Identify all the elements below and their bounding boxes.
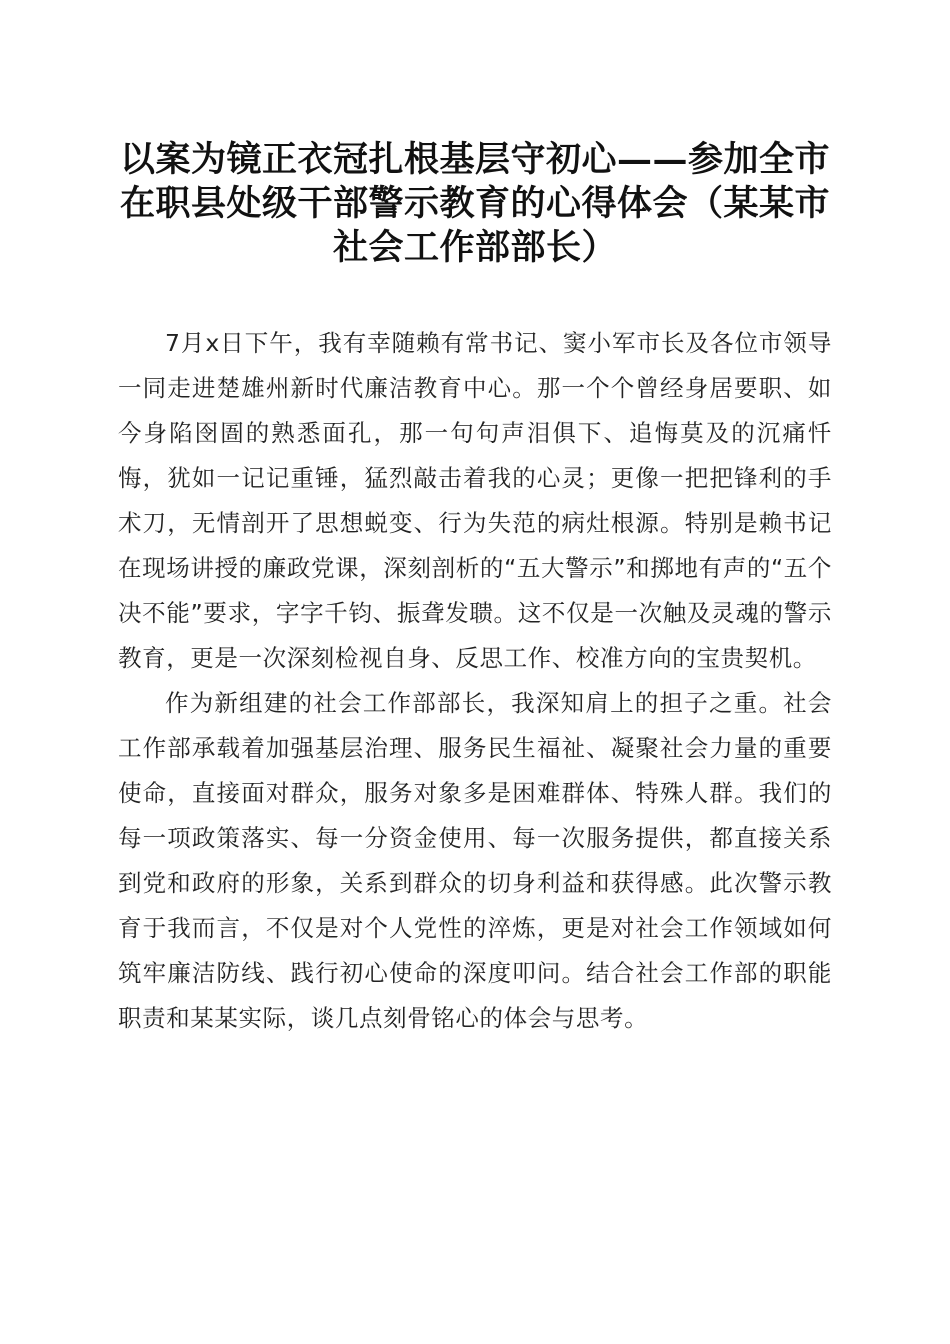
paragraph-2: 作为新组建的社会工作部部长，我深知肩上的担子之重。社会工作部承载着加强基层治理、服务民生福祉、凝聚社会力量的重要使命，直接面对群众，服务对象多是困难群体、特殊人群。我们的每一项政策落实、每一分资金使用、每一次服务提供，都直接关系到党和政府的形象，关系到群众的切身利益和获得感。此次警示教育于我而言，不仅是对个人党性的淬炼，更是对社会工作领域如何筑牢廉洁防线、践行初心使命的深度叩问。结合社会工作部的职能职责和某某实际，谈几点刻骨铭心的体会与思考。 [118,689,832,1032]
title-line-3: 社会工作部部长） [332,227,617,268]
document-title [110,138,840,270]
title-line-1: 以案为镜正衣冠扎根基层守初心——参加全市 [119,139,830,180]
paragraph-1: 7月x日下午，我有幸随赖有常书记、窦小军市长及各位市领导一同走进楚雄州新时代廉洁教育中心。那一个个曾经身居要职、如今身陷囹圄的熟悉面孔，那一句句声泪俱下、追悔莫及的沉痛忏悔，犹如一记记重锤，猛烈敲击着我的心灵；更像一把把锋利的手术刀，无情剖开了思想蜕变、行为失范的病灶根源。特别是赖书记在现场讲授的廉政党课，深刻剖析的“五大警示”和掷地有声的“五个决不能”要求，字字千钧、振聋发聩。这不仅是一次触及灵魂的警示教育，更是一次深刻检视自身、反思工作、校准方向的宝贵契机。 [118,329,832,672]
document-body [118,321,832,1041]
title-line-2: 在职县处级干部警示教育的心得体会（某某市 [119,183,830,224]
